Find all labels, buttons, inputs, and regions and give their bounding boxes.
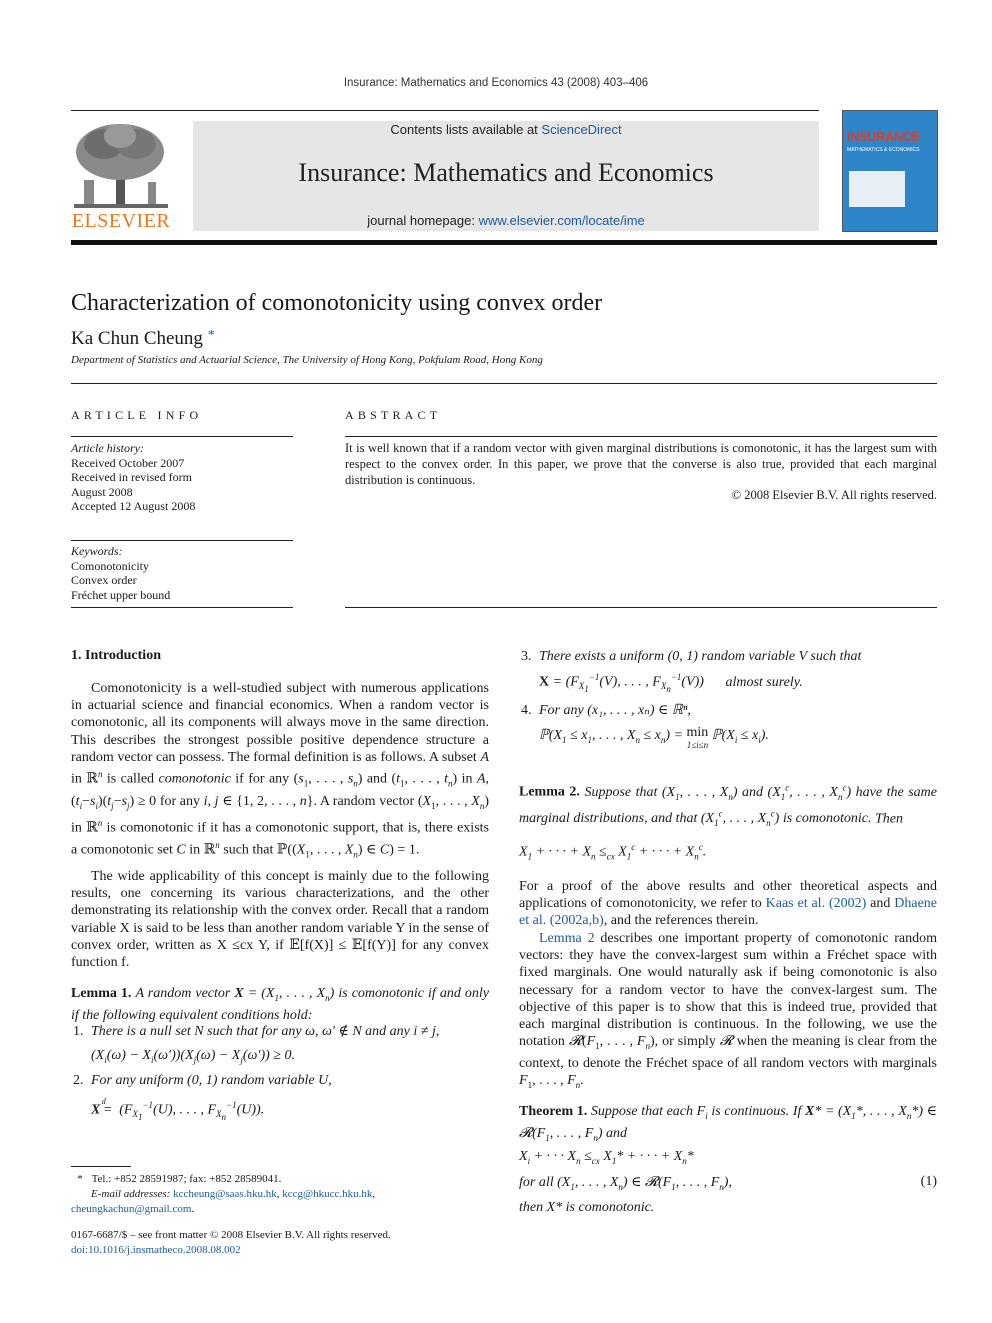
lemma-1-eq-2: X =$^d$ ($F_{X_1}^{-1}(U)$, . . . , $F_{X_n}^{-1}(U)$).	[91, 1097, 265, 1123]
abstract-copyright: © 2008 Elsevier B.V. All rights reserved.	[731, 488, 937, 502]
sciencedirect-link[interactable]: ScienceDirect	[541, 122, 622, 137]
journal-cover	[842, 110, 938, 232]
footnote-mark: *	[77, 1173, 83, 1185]
homepage-line	[193, 213, 819, 228]
lemma-2-then: Then	[875, 811, 903, 827]
item-number: 4.	[521, 703, 532, 718]
theorem-1-then: then X* is comonotonic.	[519, 1200, 655, 1215]
running-header: Insurance: Mathematics and Economics 43 (2008) 403–406	[343, 77, 649, 89]
item-number: 1.	[73, 1024, 84, 1039]
homepage-link[interactable]: www.elsevier.com/locate/ime	[478, 213, 645, 228]
keyword-item: Fréchet upper bound	[71, 587, 171, 602]
publisher-name: ELSEVIER	[71, 210, 171, 232]
history-label: Article history:	[71, 441, 144, 455]
cover-subtitle: MATHEMATICS & ECONOMICS	[847, 147, 920, 153]
lemma-2-eq: $X_1$ + · · · + $X_n \le_{cx}$ $X_1^c$ + · · · + $X_n^c$.	[519, 842, 707, 862]
lemma-2-label: Lemma 2.	[519, 784, 580, 800]
lemma-1: Lemma 1. A random vector $X = (X_1$, . . . , $X_n$) is comonotonic if and only if the following equivalent conditions hold:	[71, 986, 489, 1023]
email-label: E-mail addresses:	[91, 1188, 171, 1200]
theorem-1-condition: for all ($X_1$, . . . , $X_n$) ∈ $𝓡(F_1$, . . . , $F_n$),	[519, 1175, 732, 1192]
email-link-3[interactable]: cheungkachun@gmail.com	[71, 1203, 192, 1215]
almost-surely: almost surely.	[725, 674, 803, 690]
lemma-1-eq-3: $X = (F_{X_1}^{-1}(V)$, . . . , $F_{X_n}^{-1}(V)$) almost surely.	[539, 672, 803, 695]
doi-link[interactable]: doi:10.1016/j.insmatheco.2008.08.002	[71, 1244, 241, 1256]
author-name: Ka Chun Cheung	[71, 328, 203, 349]
article-info-rule	[71, 436, 293, 437]
contents-prefix: Contents lists available at	[390, 122, 538, 137]
keyword-item: Comonotonicity	[71, 558, 149, 573]
ref-dhaene-2002[interactable]: Dhaene et al. (2002a,b)	[519, 896, 938, 929]
article-history	[71, 441, 293, 514]
abstract-text: It is well known that if a random vector with given marginal distributions is comonotonic, it has the largest sum with respect to the convex order. In this paper, we prove that the converse is also true, provided that each marginal distribution is continuous.	[345, 441, 937, 487]
item-text: For any uniform (0, 1) random variable U,	[91, 1073, 332, 1088]
abstract-bottom-rule	[345, 607, 937, 608]
elsevier-logo	[70, 120, 172, 232]
intro-heading: 1. Introduction	[71, 648, 161, 663]
abstract-heading: ABSTRACT	[345, 408, 442, 422]
keywords-label: Keywords:	[71, 544, 123, 558]
email-link-1[interactable]: kccheung@saas.hku.hk	[173, 1188, 277, 1200]
footnote-tel-text: Tel.: +852 28591987; fax: +852 28589041.	[91, 1173, 282, 1185]
theorem-1: Theorem 1. Suppose that each $F_i$ is continuous. If $X* = (X_1*$, . . . , $X_n*$) ∈ $𝓡(F_1$, . . . , $F_n$) and	[519, 1104, 937, 1143]
article-info-bottom-rule	[71, 607, 293, 608]
history-item: August 2008	[71, 484, 133, 499]
header-top-rule	[71, 110, 819, 111]
ref-lemma-2[interactable]: Lemma 2	[539, 931, 595, 946]
item-text: There is a null set N such that for any ω, ω′ ∉ N and any i ≠ j,	[91, 1024, 440, 1039]
cover-title: INSURANCE	[847, 129, 920, 144]
elsevier-tree-icon	[70, 120, 172, 210]
article-info-heading: ARTICLE INFO	[71, 408, 203, 422]
history-item: Accepted 12 August 2008	[71, 499, 196, 513]
issn-line: 0167-6687/$ – see front matter © 2008 Elsevier B.V. All rights reserved.	[71, 1229, 391, 1241]
cover-white-panel	[849, 171, 905, 207]
intro-paragraph-2: The wide applicability of this concept is mainly due to the following results, one concerning its various characterizations, and the other demonstrating its relationship with the convex order. Recall that a random variable X is said to be less than another random variable Y in the sense of convex order, written as X ≤cx Y, if 𝔼[f(X)] ≤ 𝔼[f(Y)] for any convex function f.	[71, 869, 489, 971]
keywords-block	[71, 544, 293, 602]
item-number: 3.	[521, 649, 532, 664]
footnote	[71, 1172, 489, 1217]
footnote-email: E-mail addresses: kccheung@saas.hku.hk, kccg@hkucc.hku.hk,	[91, 1188, 376, 1200]
journal-banner	[193, 121, 819, 231]
intro-paragraph-1: Comonotonicity is a well-studied subject with numerous applications in actuarial science and financial economics. When a random vector is comonotonic, all its components will always move in the same direction. This describes the strongest possible positive dependence structure a random vector can possess. The formal definition is as follows. A subset A in ℝ$^n$ is called comonotonic if for any ($s_1$, . . . , $s_n$) and ($t_1$, . . . , $t_n$) in A, $(t_i-s_i)(t_j-s_j) \ge 0$ for any i, j ∈ {1, 2, . . . , n}. A random vector ($X_1$, . . . , $X_n$) in ℝ$^n$ is comonotonic if it has a comonotonic support, that is, there exists a comonotonic set C in ℝ$^n$ such that $ℙ((X_1$, . . . , $X_n$) ∈ C) = 1.	[71, 681, 490, 859]
item-text: There exists a uniform (0, 1) random variable V such that	[539, 649, 862, 664]
abstract-rule	[345, 436, 937, 437]
affiliation-rule	[71, 383, 937, 384]
affiliation: Department of Statistics and Actuarial Science, The University of Hong Kong, Pokfulam Road, Hong Kong	[71, 354, 543, 366]
footnote-rule	[71, 1166, 131, 1167]
right-paragraph-1: For a proof of the above results and other theoretical aspects and applications of comonotonicity, we refer to Kaas et al. (2002) and Dhaene et al. (2002a,b), and the references therein.	[519, 879, 938, 929]
keyword-item: Convex order	[71, 573, 137, 587]
journal-title: Insurance: Mathematics and Economics	[298, 158, 714, 187]
footnote-email-cont: cheungkachun@gmail.com.	[71, 1203, 195, 1215]
keywords-rule	[71, 540, 293, 541]
item-text: For any (x₁, . . . , xₙ) ∈ ℝⁿ,	[539, 703, 691, 718]
author-footnote-mark[interactable]: *	[207, 328, 215, 343]
author-line	[71, 328, 215, 350]
lemma-1-eq-1: $(X_i(\omega) - X_i(\omega'))(X_j(\omega) - X_j(\omega')) \ge 0$.	[91, 1048, 295, 1065]
lemma-2: Lemma 2. Suppose that ($X_1$, . . . , $X_n$) and ($X_1^c$, . . . , $X_n^c$) have the same marginal distributions, and that ($X_1^c$, . . . , $X_n^c$) is comonotonic. Then	[519, 782, 938, 829]
right-paragraph-2: Lemma 2 describes one important property of comonotonic random vectors: they have the convex-largest sum within a Fréchet space with fixed marginals. One would naturally ask if being comonotonic is also necessary for a random vector to have the convex-largest sum. The objective of this paper is to show that this is indeed true, provided that each marginal distribution is continuous. In the following, we use the notation $𝓡(F_1$, . . . , $F_n$), or simply 𝓡 when the meaning is clear from the context, to denote the Fréchet space of all random vectors with marginals $F_1$, . . . , $F_n$.	[519, 931, 938, 1091]
history-item: Received in revised form	[71, 470, 192, 484]
theorem-1-label: Theorem 1.	[519, 1104, 588, 1119]
homepage-prefix: journal homepage:	[367, 213, 475, 228]
contents-line	[193, 122, 819, 137]
history-item: Received October 2007	[71, 455, 185, 470]
ref-kaas-2002[interactable]: Kaas et al. (2002)	[765, 896, 867, 912]
item-number: 2.	[73, 1073, 84, 1088]
header-thick-rule	[71, 240, 937, 245]
lemma-1-eq-4: $ℙ(X_1 \le x_1$, . . . , $X_n \le x_n) = \min$ 1≤i≤n $ℙ(X_i \le x_i)$.	[539, 725, 769, 750]
lemma-1-label: Lemma 1.	[71, 986, 132, 1001]
footnote-tel	[71, 1172, 489, 1187]
article-title: Characterization of comonotonicity using convex order	[71, 290, 603, 316]
email-link-2[interactable]: kccg@hkucc.hku.hk	[282, 1188, 373, 1200]
theorem-1-eq: $X_i$ + · · · $X_n \le_{cx}$ $X_1*$ + · · · + $X_n*$	[519, 1149, 694, 1166]
equation-number: (1)	[920, 1174, 937, 1189]
